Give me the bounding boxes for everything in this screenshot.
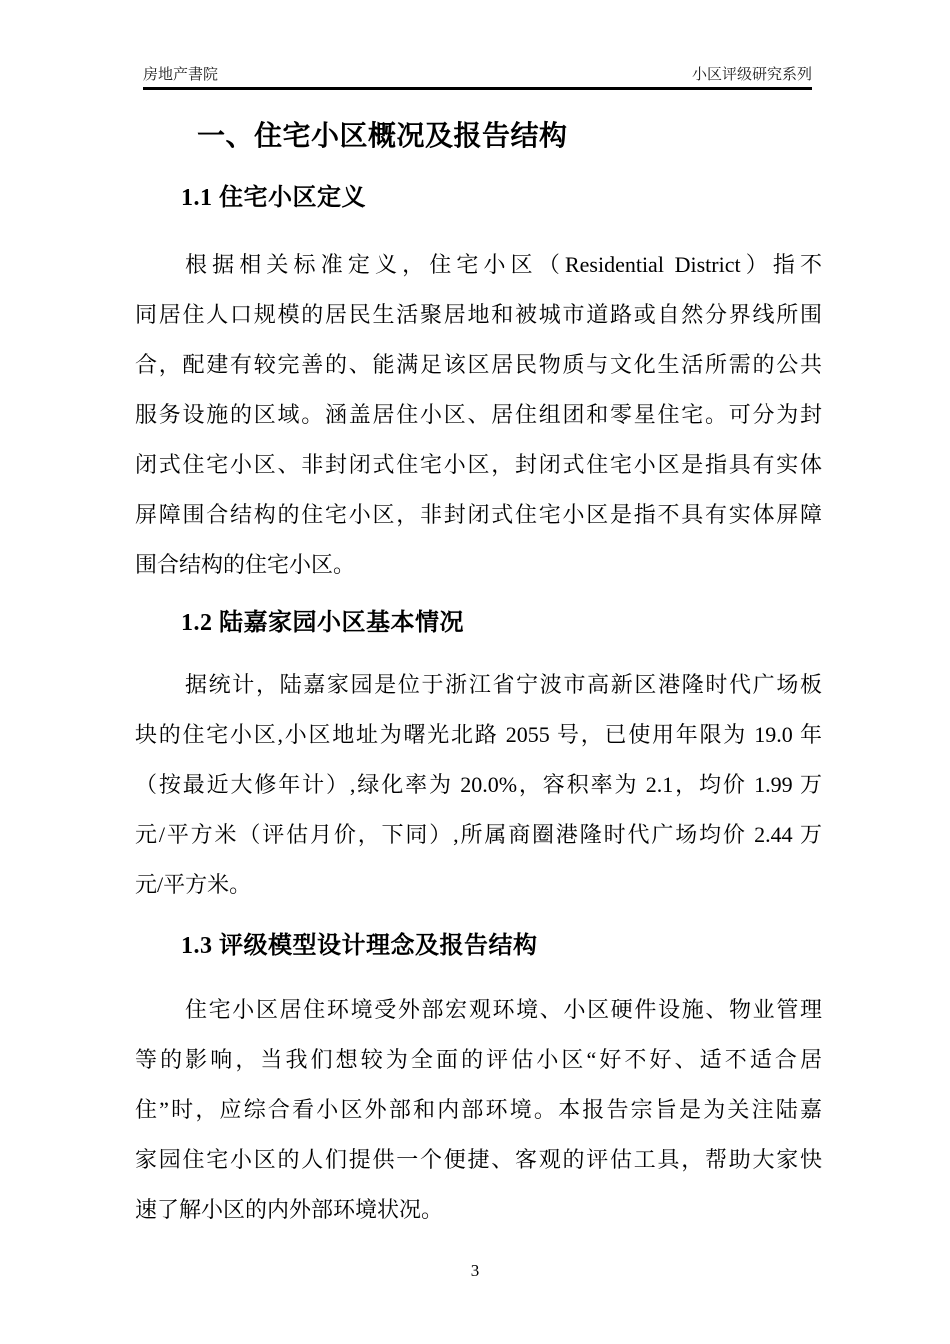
text-line: 元/平方米。 bbox=[135, 872, 252, 897]
text-line: 住”时，应综合看小区外部和内部环境。本报告宗旨是为关注陆嘉 bbox=[135, 1097, 822, 1122]
subsection-heading-1-3: 1.3 评级模型设计理念及报告结构 bbox=[181, 933, 538, 959]
text-line: 据统计，陆嘉家园是位于浙江省宁波市高新区港隆时代广场板 bbox=[185, 672, 822, 697]
page-header bbox=[143, 63, 812, 85]
text-line: 闭式住宅小区、非封闭式住宅小区，封闭式住宅小区是指具有实体 bbox=[135, 452, 822, 477]
paragraph-definition bbox=[135, 240, 822, 590]
paragraph-model-design bbox=[135, 985, 822, 1235]
text-line: 等的影响，当我们想较为全面的评估小区“好不好、适不适合居 bbox=[135, 1047, 822, 1072]
text-line: 速了解小区的内外部环境状况。 bbox=[135, 1197, 444, 1222]
header-right-text: 小区评级研究系列 bbox=[691, 66, 812, 83]
subsection-heading-1-1: 1.1 住宅小区定义 bbox=[181, 185, 366, 211]
page-number: 3 bbox=[470, 1261, 480, 1280]
header-left-text: 房地产書院 bbox=[143, 66, 219, 83]
text-line: （按最近大修年计）,绿化率为 20.0%，容积率为 2.1，均价 1.99 万 bbox=[135, 772, 822, 797]
chapter-heading: 一、住宅小区概况及报告结构 bbox=[197, 121, 568, 152]
text-line: 合，配建有较完善的、能满足该区居民物质与文化生活所需的公共 bbox=[135, 352, 822, 377]
text-line: 家园住宅小区的人们提供一个便捷、客观的评估工具，帮助大家快 bbox=[135, 1147, 822, 1172]
text-line: 住宅小区居住环境受外部宏观环境、小区硬件设施、物业管理 bbox=[185, 997, 822, 1022]
subsection-heading-1-2: 1.2 陆嘉家园小区基本情况 bbox=[181, 610, 464, 636]
text-line: 块的住宅小区,小区地址为曙光北路 2055 号，已使用年限为 19.0 年 bbox=[135, 722, 822, 747]
text-line: 根据相关标准定义，住宅小区（Residential District）指不 bbox=[185, 252, 822, 277]
text-line: 同居住人口规模的居民生活聚居地和被城市道路或自然分界线所围 bbox=[135, 302, 822, 327]
paragraph-basic-info bbox=[135, 660, 822, 910]
header-rule bbox=[143, 87, 812, 90]
text-line: 屏障围合结构的住宅小区，非封闭式住宅小区是指不具有实体屏障 bbox=[135, 502, 822, 527]
text-line: 元/平方米（评估月价，下同）,所属商圈港隆时代广场均价 2.44 万 bbox=[135, 822, 822, 847]
text-line: 服务设施的区域。涵盖居住小区、居住组团和零星住宅。可分为封 bbox=[135, 402, 822, 427]
text-line: 围合结构的住宅小区。 bbox=[135, 552, 356, 577]
